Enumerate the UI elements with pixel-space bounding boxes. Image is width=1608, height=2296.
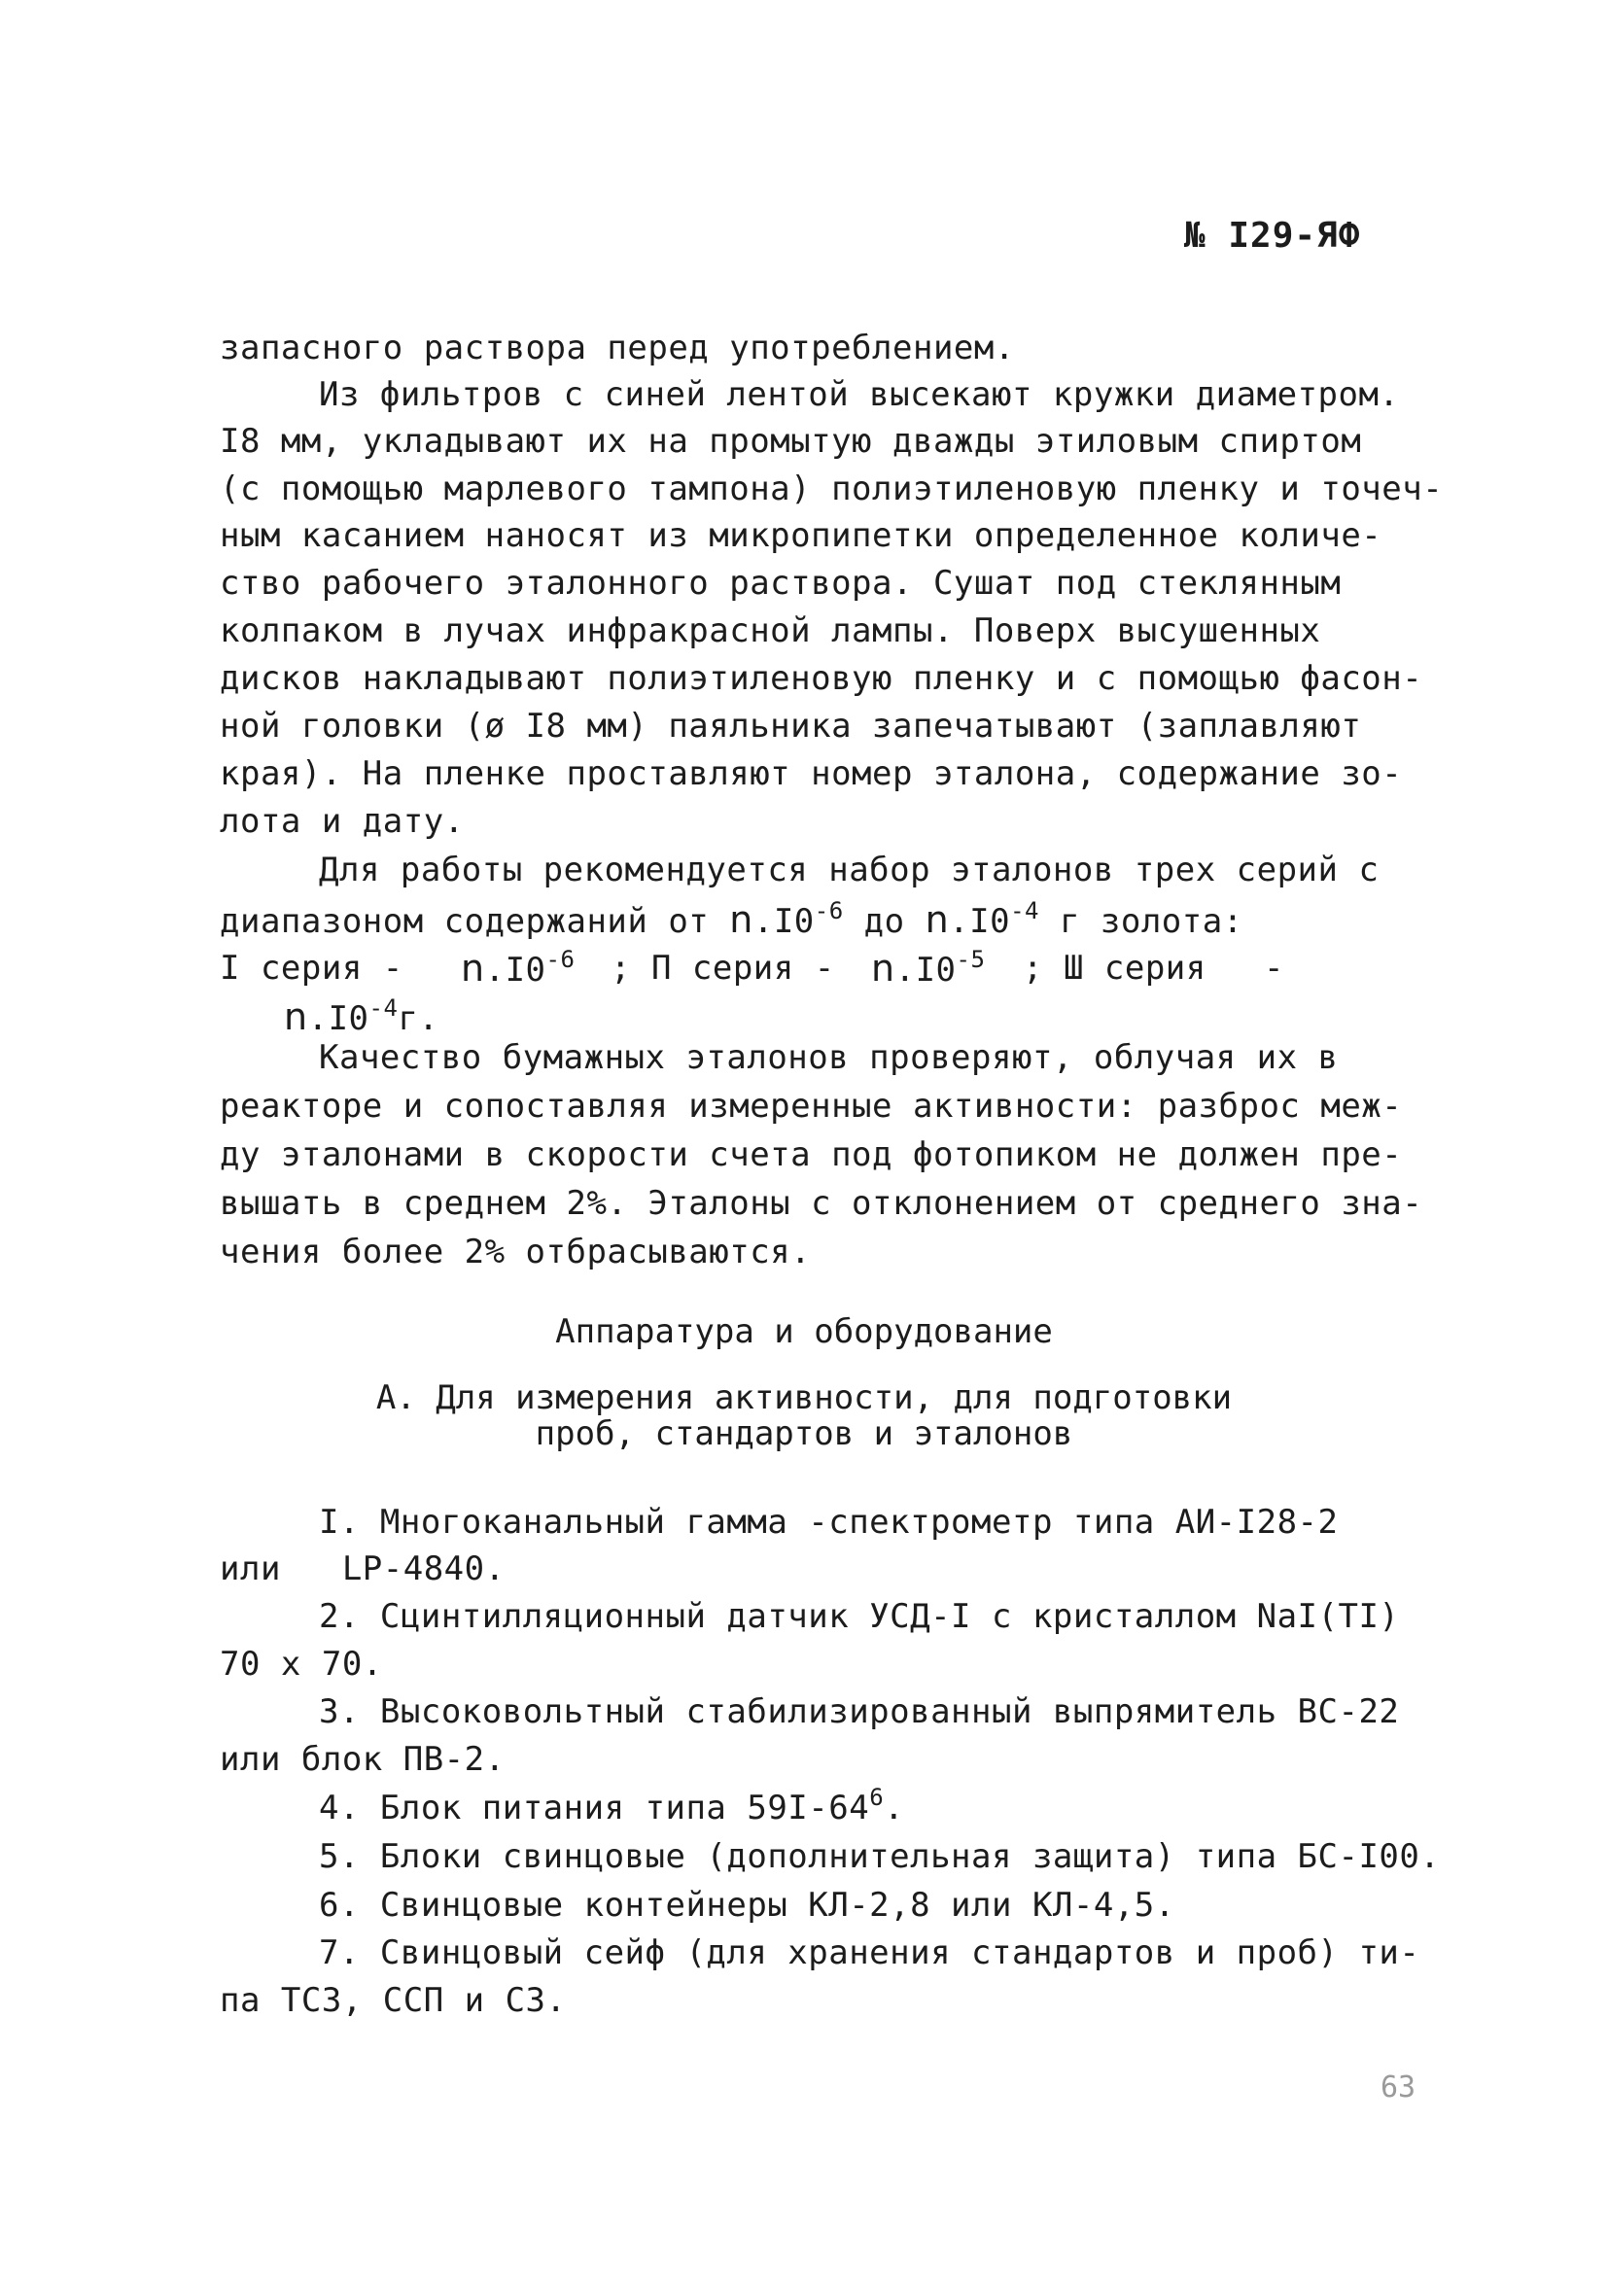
text-line: лота и дату.	[220, 802, 465, 841]
series-3-value: $n.I0^{-4}г$.	[284, 994, 439, 1038]
text-line: ство рабочего эталонного раствора. Сушат под стеклянным	[220, 564, 1342, 603]
list-item: 4. Блок питания типа $59I-64^6$.	[319, 1784, 905, 1827]
series-2-label: ; П серия -	[611, 949, 835, 988]
series-3-dash: -	[1264, 949, 1284, 988]
text-line: реакторе и сопоставляя измеренные активности: разброс меж-	[220, 1087, 1403, 1126]
list-item: или LP-4840.	[220, 1549, 506, 1588]
text-line: края). На пленке проставляют номер эталона, содержание зо-	[220, 754, 1403, 793]
text-line: (с помощью марлевого тампона) полиэтиленовую пленку и точеч-	[220, 470, 1444, 508]
text-line: I8 мм, укладывают их на промытую дважды этиловым спиртом	[220, 422, 1362, 461]
text-line: ду эталонами в скорости счета под фотопиком не должен пре-	[220, 1135, 1403, 1174]
list-item: 70 x 70.	[220, 1645, 383, 1684]
document-number: № I29-ЯФ	[1184, 216, 1361, 256]
text-line: ной головки (ø I8 мм) паяльника запечатывают (заплавляют	[220, 707, 1362, 746]
series-1-value: $n.I0^{-6}$	[461, 946, 576, 990]
text-line: Для работы рекомендуется набор эталонов трех серий с	[319, 851, 1380, 889]
section-subtitle: А. Для измерения активности, для подготовки	[375, 1378, 1233, 1417]
list-item: I. Многоканальный гамма -спектрометр типа АИ-I28-2	[319, 1503, 1339, 1542]
text-line: чения более 2% отбрасываются.	[220, 1233, 812, 1271]
series-range-line: диапазоном содержаний от $n.I0^{-6}$ до $n.I0^{-4}$ г золота:	[220, 897, 1243, 941]
list-item: 6. Свинцовые контейнеры КЛ-2,8 или КЛ-4,5.	[319, 1886, 1175, 1925]
text-line: дисков накладывают полиэтиленовую пленку и с помощью фасон-	[220, 659, 1423, 698]
list-item: 7. Свинцовый сейф (для хранения стандартов и проб) ти-	[319, 1933, 1420, 1972]
text-line: колпаком в лучах инфракрасной лампы. Поверх высушенных	[220, 611, 1321, 650]
page-number: 63	[1381, 2070, 1416, 2105]
text-line: запасного раствора перед употреблением.	[220, 329, 1015, 367]
list-item: 2. Сцинтилляционный датчик УСД-I с кристаллом NaI(TI)	[319, 1597, 1400, 1636]
section-title: Аппаратура и оборудование	[555, 1312, 1053, 1351]
series-2-value: $n.I0^{-5}$	[871, 946, 986, 990]
text-line: вышать в среднем 2%. Эталоны с отклонением от среднего зна-	[220, 1184, 1423, 1223]
list-item: или блок ПВ-2.	[220, 1740, 506, 1779]
list-item: 3. Высоковольтный стабилизированный выпрямитель ВС-22	[319, 1692, 1400, 1731]
series-1-label: I серия -	[220, 949, 403, 988]
list-item: па ТСЗ, ССП и СЗ.	[220, 1981, 567, 2020]
text-line: ным касанием наносят из микропипетки определенное количе-	[220, 516, 1382, 555]
list-item: 5. Блоки свинцовые (дополнительная защита) типа БС-I00.	[319, 1837, 1441, 1876]
text-line: Из фильтров с синей лентой высекают кружки диаметром.	[319, 375, 1400, 414]
section-subtitle: проб, стандартов и эталонов	[535, 1414, 1073, 1453]
text-line: Качество бумажных эталонов проверяют, облучая их в	[319, 1038, 1339, 1077]
series-3-label: ; Ш серия	[1023, 949, 1206, 988]
